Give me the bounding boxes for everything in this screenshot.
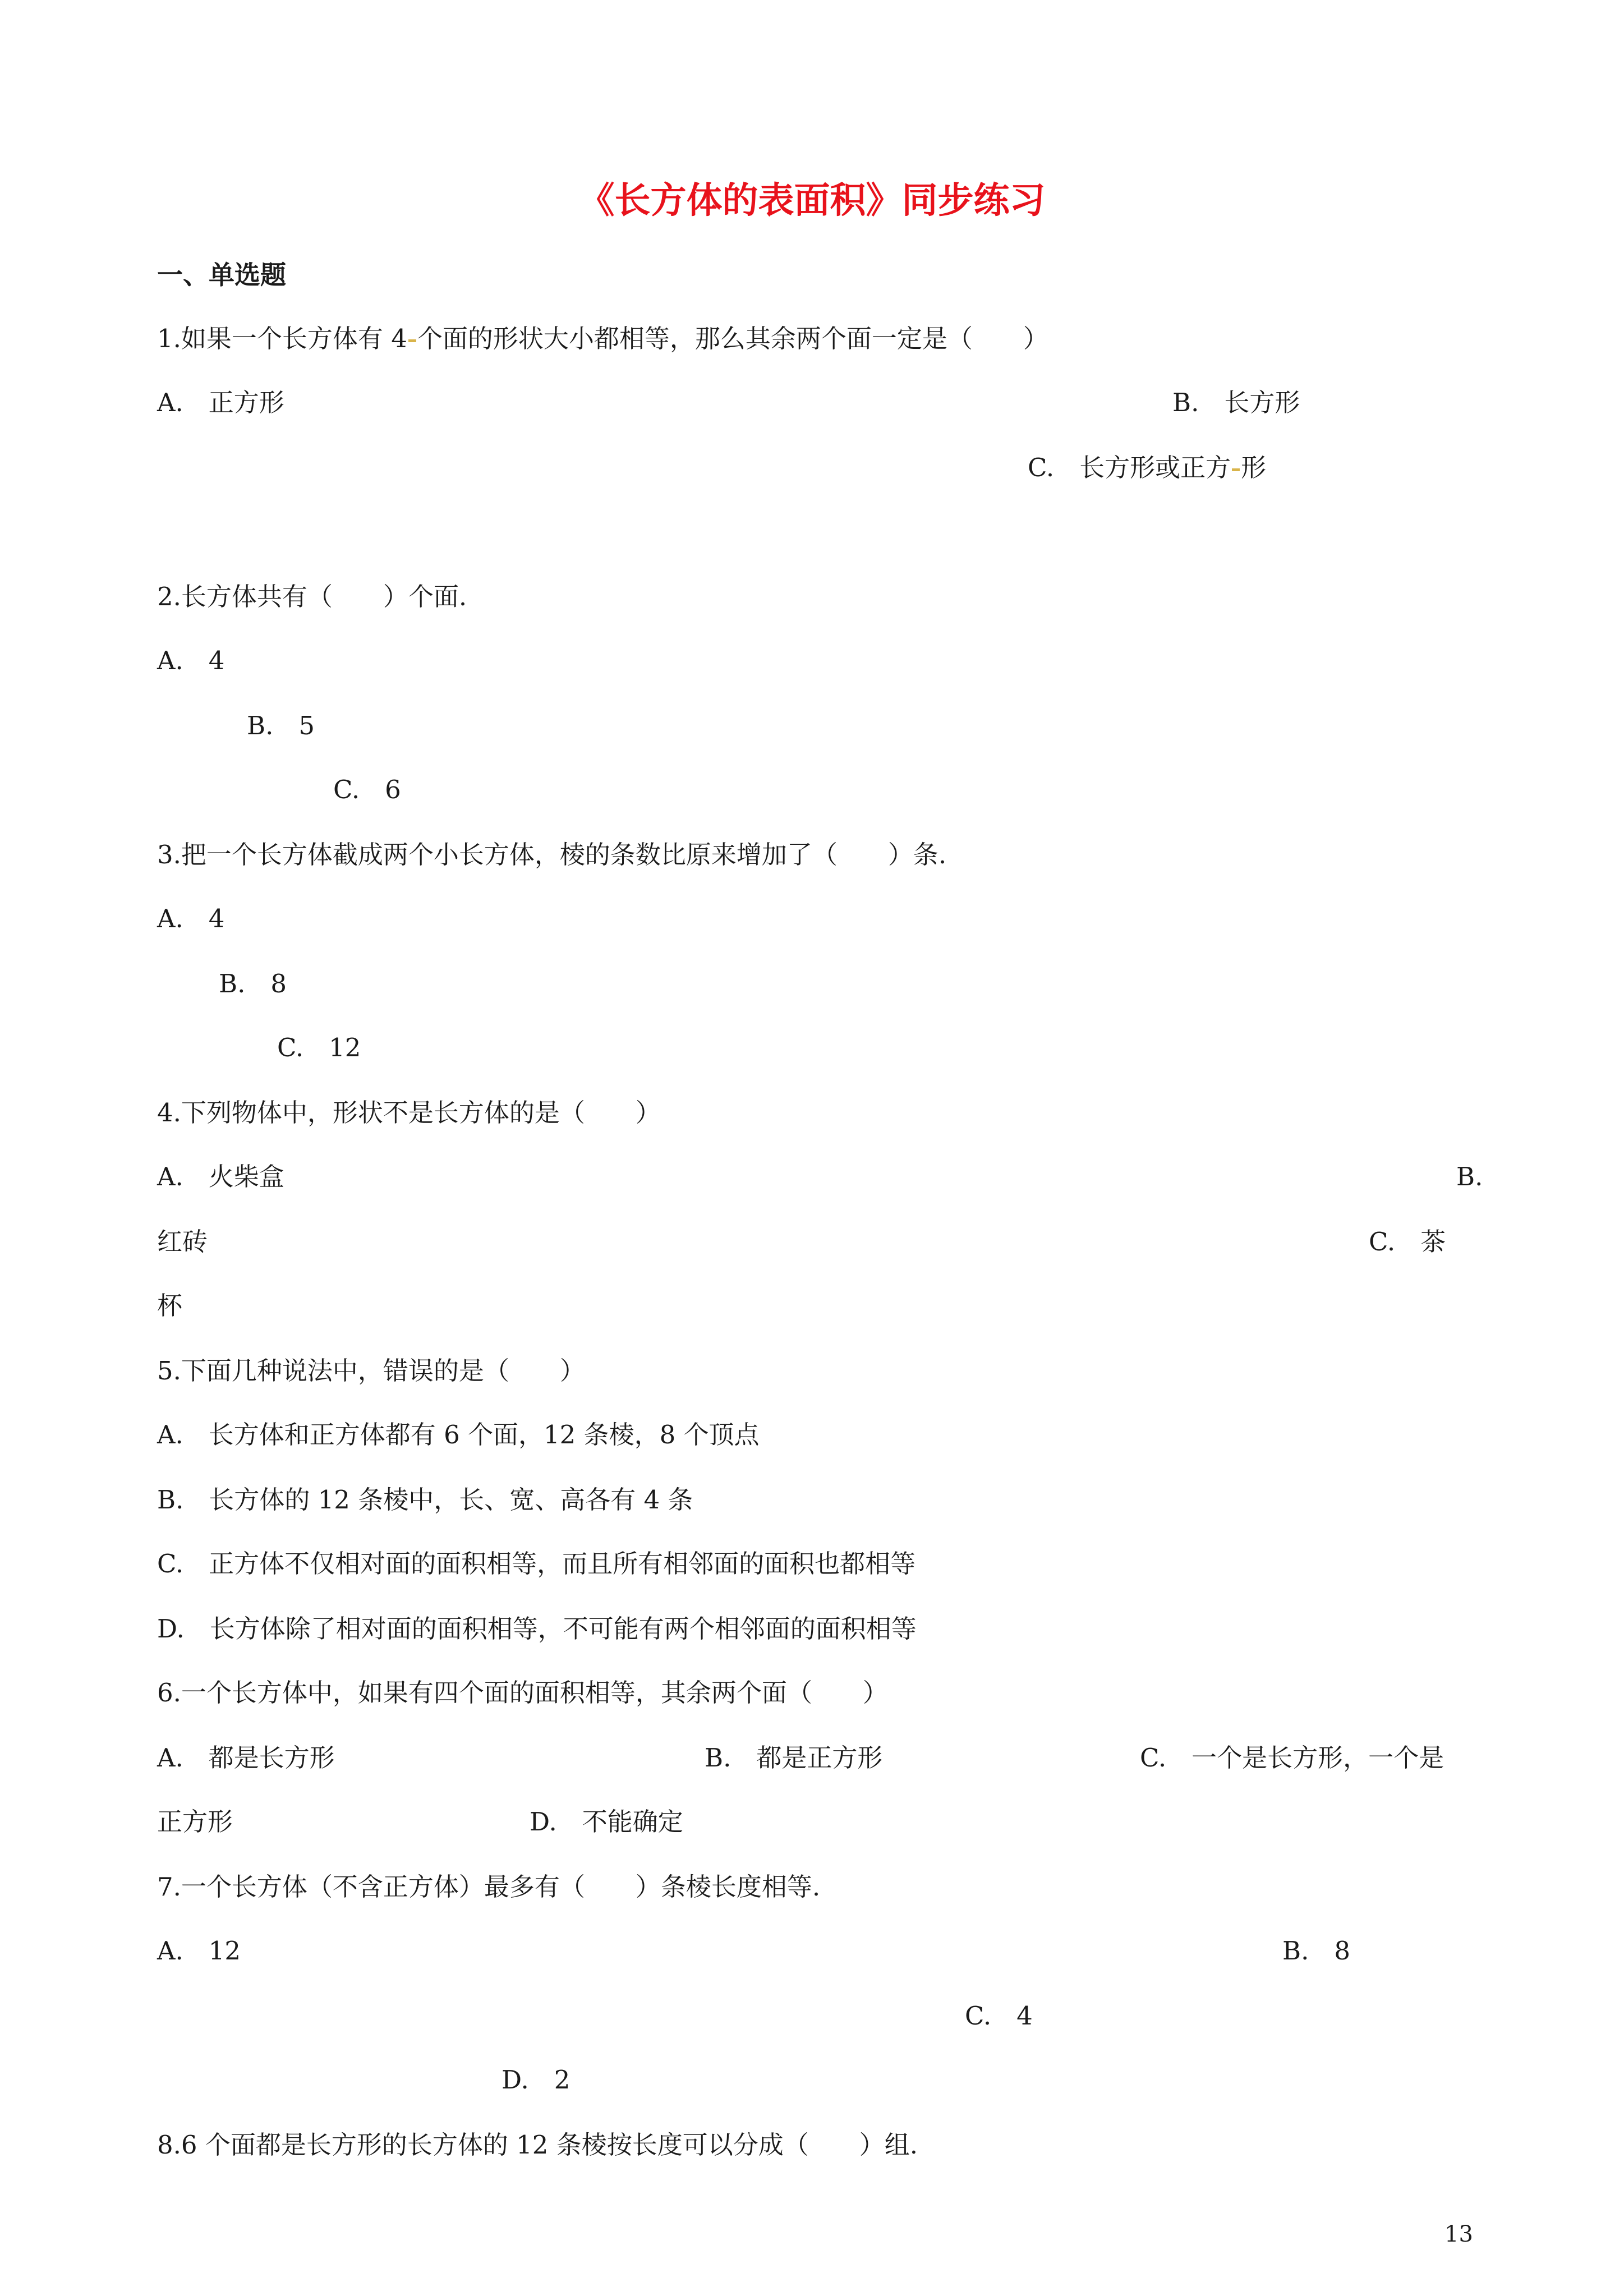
question-6-option-c[interactable]: C. 一个是长方形，一个是 <box>1140 1743 1444 1773</box>
question-4-option-b-label[interactable]: B. <box>1456 1162 1483 1191</box>
question-1-option-a[interactable]: A. 正方形 <box>157 388 284 417</box>
question-1-stem <box>157 323 1048 355</box>
question-2-option-a[interactable]: A. 4 <box>157 646 225 675</box>
question-7-option-b[interactable]: B. 8 <box>1282 1936 1351 1966</box>
question-6-option-c-continued: 正方形 <box>157 1807 233 1837</box>
question-6-option-d[interactable]: D. 不能确定 <box>530 1807 683 1837</box>
question-5-option-c[interactable]: C. 正方体不仅相对面的面积相等，而且所有相邻面的面积也都相等 <box>157 1549 916 1579</box>
question-5-option-d[interactable]: D. 长方体除了相对面的面积相等，不可能有两个相邻面的面积相等 <box>157 1614 917 1644</box>
question-2-option-b[interactable]: B. 5 <box>247 711 315 740</box>
mark-glyph <box>1232 468 1240 471</box>
question-6-stem: 6.一个长方体中，如果有四个面的面积相等，其余两个面（ ） <box>157 1678 888 1708</box>
question-4-option-b-text: 红砖 <box>157 1227 208 1257</box>
question-2-stem: 2.长方体共有（ ）个面. <box>157 582 467 611</box>
question-2-option-c[interactable]: C. 6 <box>333 775 401 804</box>
mark-glyph <box>408 339 416 342</box>
question-4-option-a[interactable]: A. 火柴盒 <box>157 1162 284 1191</box>
question-1-stem-part2: 个面的形状大小都相等，那么其余两个面一定是（ ） <box>417 324 1048 353</box>
document-title: 《长方体的表面积》同步练习 <box>578 180 1046 222</box>
question-1-stem-part1: 1.如果一个长方体有 4 <box>157 324 407 353</box>
question-7-option-a[interactable]: A. 12 <box>157 1936 241 1966</box>
question-4-stem: 4.下列物体中，形状不是长方体的是（ ） <box>157 1098 661 1128</box>
question-3-option-a[interactable]: A. 4 <box>157 904 225 933</box>
question-5-option-b[interactable]: B. 长方体的 12 条棱中，长、宽、高各有 4 条 <box>157 1485 693 1515</box>
question-4-option-c-label[interactable]: C. 茶 <box>1369 1227 1446 1257</box>
question-3-option-c[interactable]: C. 12 <box>277 1033 361 1062</box>
question-4-option-c-text: 杯 <box>157 1291 183 1320</box>
question-6-option-a[interactable]: A. 都是长方形 <box>157 1743 335 1773</box>
question-7-stem: 7.一个长方体（不含正方体）最多有（ ）条棱长度相等. <box>157 1872 821 1902</box>
question-1-option-c-part1: C. 长方形或正方 <box>1028 453 1231 482</box>
question-3-option-b[interactable]: B. 8 <box>219 969 287 999</box>
question-3-stem: 3.把一个长方体截成两个小长方体，棱的条数比原来增加了（ ）条. <box>157 840 947 869</box>
question-7-option-c[interactable]: C. 4 <box>965 2001 1033 2031</box>
question-6-option-b[interactable]: B. 都是正方形 <box>705 1743 883 1773</box>
question-1-option-c-part2: 形 <box>1241 453 1267 482</box>
question-1-option-c[interactable] <box>1028 452 1266 484</box>
question-7-option-d[interactable]: D. 2 <box>502 2065 571 2095</box>
question-1-option-b[interactable]: B. 长方形 <box>1172 388 1300 417</box>
question-5-stem: 5.下面几种说法中，错误的是（ ） <box>157 1356 585 1386</box>
question-5-option-a[interactable]: A. 长方体和正方体都有 6 个面，12 条棱，8 个顶点 <box>157 1420 760 1450</box>
page-number: 13 <box>1444 2221 1473 2247</box>
question-8-stem: 8.6 个面都是长方形的长方体的 12 条棱按长度可以分成（ ）组. <box>157 2130 918 2160</box>
section-heading: 一、单选题 <box>157 260 286 290</box>
